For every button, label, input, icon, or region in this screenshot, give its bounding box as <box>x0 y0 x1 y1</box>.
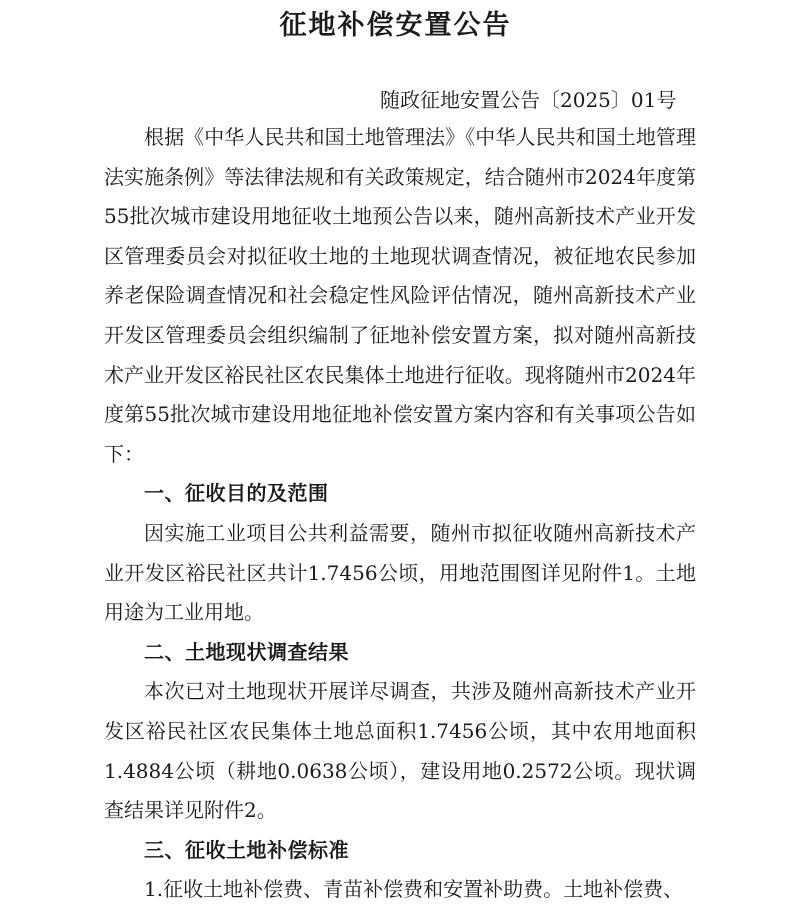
document-body <box>104 118 696 910</box>
section-heading-purpose: 一、征收目的及范围 <box>144 481 329 506</box>
section-heading-survey: 二、土地现状调查结果 <box>144 639 349 664</box>
section-text-compensation: 1.征收土地补偿费、青苗补偿费和安置补助费。土地补偿费、 <box>144 877 684 902</box>
section-heading-compensation: 三、征收土地补偿标准 <box>144 837 349 862</box>
document-number: 随政征地安置公告〔2025〕01号 <box>380 88 677 112</box>
section-text-survey: 本次已对土地现状开展详尽调查，共涉及随州高新技术产业开发区裕民社区农民集体土地总面积1.7456公顷，其中农用地面积1.4884公顷（耕地0.0638公顷），建设用地0.2572公顷。现状调查结果详见附件2。 <box>104 679 696 823</box>
document-title: 征地补偿安置公告 <box>279 10 512 41</box>
intro-paragraph: 根据《中华人民共和国土地管理法》《中华人民共和国土地管理法实施条例》等法律法规和有关政策规定，结合随州市2024年度第55批次城市建设用地征收土地预公告以来，随州高新技术产业开发区管理委员会对拟征收土地的土地现状调查情况，被征地农民参加养老保险调查情况和社会稳定性风险评估情况，随州高新技术产业开发区管理委员会组织编制了征地补偿安置方案，拟对随州高新技术产业开发区裕民社区农民集体土地进行征收。现将随州市2024年度第55批次城市建设用地征地补偿安置方案内容和有关事项公告如下： <box>104 125 696 466</box>
section-text-purpose: 因实施工业项目公共利益需要，随州市拟征收随州高新技术产业开发区裕民社区共计1.7456公顷，用地范围图详见附件1。土地用途为工业用地。 <box>104 520 696 625</box>
